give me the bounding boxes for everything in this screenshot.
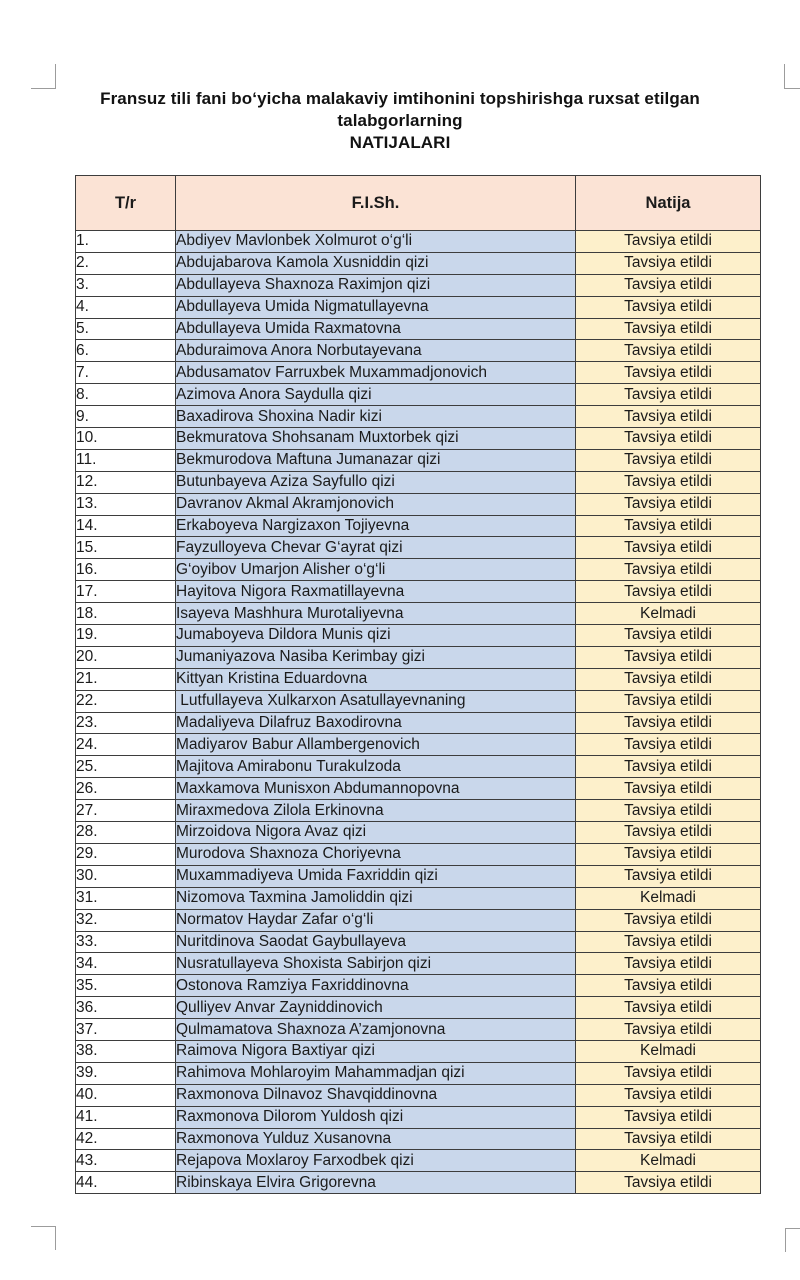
row-number: 13. [76,493,176,515]
row-number: 7. [76,362,176,384]
table-row [76,1084,761,1106]
row-number: 8. [76,384,176,406]
table-row [76,756,761,778]
row-result: Tavsiya etildi [576,822,761,844]
results-table-body [76,231,761,1194]
row-name: Abduraimova Anora Norbutayevana [176,340,576,362]
row-result: Kelmadi [576,1150,761,1172]
table-row [76,909,761,931]
row-number: 6. [76,340,176,362]
row-number: 30. [76,865,176,887]
row-name: Kittyan Kristina Eduardovna [176,668,576,690]
row-result: Tavsiya etildi [576,953,761,975]
row-number: 22. [76,690,176,712]
table-row [76,318,761,340]
table-row [76,1150,761,1172]
row-name: G‘oyibov Umarjon Alisher o‘g‘li [176,559,576,581]
table-row [76,800,761,822]
row-name: Isayeva Mashhura Murotaliyevna [176,603,576,625]
table-row [76,1040,761,1062]
table-row [76,428,761,450]
table-row [76,1019,761,1041]
row-result: Tavsiya etildi [576,865,761,887]
row-number: 27. [76,800,176,822]
row-number: 16. [76,559,176,581]
row-result: Tavsiya etildi [576,778,761,800]
table-row [76,559,761,581]
corner-mark-bottom-right [785,1228,800,1252]
row-number: 33. [76,931,176,953]
row-number: 25. [76,756,176,778]
row-name: Azimova Anora Saydulla qizi [176,384,576,406]
results-table [75,175,761,1194]
row-name: Normatov Haydar Zafar o‘g‘li [176,909,576,931]
row-number: 23. [76,712,176,734]
row-result: Tavsiya etildi [576,449,761,471]
table-row [76,931,761,953]
row-result: Tavsiya etildi [576,800,761,822]
row-name: Abdullayeva Umida Nigmatullayevna [176,296,576,318]
row-name: Baxadirova Shoxina Nadir kizi [176,406,576,428]
table-row [76,625,761,647]
row-result: Tavsiya etildi [576,252,761,274]
row-result: Tavsiya etildi [576,1172,761,1194]
row-result: Tavsiya etildi [576,274,761,296]
row-name: Qulliyev Anvar Zayniddinovich [176,997,576,1019]
row-result: Tavsiya etildi [576,318,761,340]
row-name: Raimova Nigora Baxtiyar qizi [176,1040,576,1062]
table-row [76,406,761,428]
row-number: 37. [76,1019,176,1041]
row-number: 26. [76,778,176,800]
row-name: Muxammadiyeva Umida Faxriddin qizi [176,865,576,887]
table-row [76,1106,761,1128]
table-row [76,362,761,384]
row-number: 36. [76,997,176,1019]
row-result: Tavsiya etildi [576,581,761,603]
row-result: Tavsiya etildi [576,756,761,778]
row-name: Nusratullayeva Shoxista Sabirjon qizi [176,953,576,975]
corner-mark-top-left [31,64,56,89]
row-result: Tavsiya etildi [576,1128,761,1150]
row-result: Tavsiya etildi [576,493,761,515]
row-number: 17. [76,581,176,603]
row-name: Raxmonova Dilnavoz Shavqiddinovna [176,1084,576,1106]
table-row [76,296,761,318]
row-name: Raxmonova Yulduz Xusanovna [176,1128,576,1150]
row-number: 12. [76,471,176,493]
row-name: Bekmuratova Shohsanam Muxtorbek qizi [176,428,576,450]
results-table-header [76,176,761,231]
table-row [76,515,761,537]
row-result: Tavsiya etildi [576,1062,761,1084]
table-row [76,865,761,887]
row-result: Tavsiya etildi [576,428,761,450]
table-row [76,843,761,865]
header-name: F.I.Sh. [176,176,576,231]
row-number: 11. [76,449,176,471]
table-row [76,274,761,296]
row-result: Tavsiya etildi [576,231,761,253]
row-name: Qulmamatova Shaxnoza A’zamjonovna [176,1019,576,1041]
row-name: Erkaboyeva Nargizaxon Tojiyevna [176,515,576,537]
row-name: Butunbayeva Aziza Sayfullo qizi [176,471,576,493]
row-name: Hayitova Nigora Raxmatillayevna [176,581,576,603]
row-number: 29. [76,843,176,865]
row-number: 31. [76,887,176,909]
row-result: Tavsiya etildi [576,471,761,493]
table-row [76,252,761,274]
row-name: Ostonova Ramziya Faxriddinovna [176,975,576,997]
row-name: Nizomova Taxmina Jamoliddin qizi [176,887,576,909]
row-number: 21. [76,668,176,690]
table-row [76,231,761,253]
row-number: 28. [76,822,176,844]
row-name: Murodova Shaxnoza Choriyevna [176,843,576,865]
row-result: Tavsiya etildi [576,1106,761,1128]
row-number: 14. [76,515,176,537]
row-number: 18. [76,603,176,625]
table-row [76,975,761,997]
row-name: Nuritdinova Saodat Gaybullayeva [176,931,576,953]
row-number: 2. [76,252,176,274]
row-result: Tavsiya etildi [576,975,761,997]
row-result: Tavsiya etildi [576,997,761,1019]
row-result: Tavsiya etildi [576,690,761,712]
row-number: 40. [76,1084,176,1106]
row-name: Rejapova Moxlaroy Farxodbek qizi [176,1150,576,1172]
row-name: Rahimova Mohlaroyim Mahammadjan qizi [176,1062,576,1084]
row-name: Abdullayeva Shaxnoza Raximjon qizi [176,274,576,296]
row-result: Tavsiya etildi [576,668,761,690]
row-result: Tavsiya etildi [576,646,761,668]
table-row [76,471,761,493]
header-number: T/r [76,176,176,231]
table-row [76,887,761,909]
row-name: Mirzoidova Nigora Avaz qizi [176,822,576,844]
row-result: Tavsiya etildi [576,1019,761,1041]
row-name: Lutfullayeva Xulkarxon Asatullayevnaning [176,690,576,712]
page-title-line2: talabgorlarning [337,111,463,130]
table-row [76,734,761,756]
table-row [76,997,761,1019]
row-result: Tavsiya etildi [576,1084,761,1106]
row-number: 35. [76,975,176,997]
row-number: 39. [76,1062,176,1084]
row-number: 24. [76,734,176,756]
page-title-line3: NATIJALARI [349,133,451,152]
row-number: 44. [76,1172,176,1194]
row-number: 19. [76,625,176,647]
page-title-line1: Fransuz tili fani bo‘yicha malakaviy imtihonini topshirishga ruxsat etilgan [100,89,700,108]
table-row [76,537,761,559]
row-number: 4. [76,296,176,318]
table-row [76,1172,761,1194]
row-number: 3. [76,274,176,296]
table-row [76,712,761,734]
table-row [76,953,761,975]
row-name: Abdujabarova Kamola Xusniddin qizi [176,252,576,274]
row-result: Tavsiya etildi [576,712,761,734]
row-name: Abdiyev Mavlonbek Xolmurot o‘g‘li [176,231,576,253]
row-result: Kelmadi [576,887,761,909]
row-result: Tavsiya etildi [576,625,761,647]
row-result: Kelmadi [576,603,761,625]
row-number: 20. [76,646,176,668]
row-number: 38. [76,1040,176,1062]
table-row [76,493,761,515]
row-name: Maxkamova Munisxon Abdumannopovna [176,778,576,800]
row-name: Majitova Amirabonu Turakulzoda [176,756,576,778]
row-name: Fayzulloyeva Chevar G‘ayrat qizi [176,537,576,559]
row-name: Madiyarov Babur Allambergenovich [176,734,576,756]
table-row [76,690,761,712]
row-name: Bekmurodova Maftuna Jumanazar qizi [176,449,576,471]
table-row [76,449,761,471]
row-number: 15. [76,537,176,559]
row-name: Abdusamatov Farruxbek Muxammadjonovich [176,362,576,384]
row-name: Jumaniyazova Nasiba Kerimbay gizi [176,646,576,668]
row-result: Tavsiya etildi [576,843,761,865]
header-result: Natija [576,176,761,231]
row-result: Tavsiya etildi [576,406,761,428]
row-result: Tavsiya etildi [576,909,761,931]
header-row [76,176,761,231]
row-number: 1. [76,231,176,253]
row-result: Tavsiya etildi [576,537,761,559]
row-name: Ribinskaya Elvira Grigorevna [176,1172,576,1194]
table-row [76,1062,761,1084]
row-result: Tavsiya etildi [576,384,761,406]
row-result: Tavsiya etildi [576,734,761,756]
table-row [76,1128,761,1150]
table-row [76,581,761,603]
corner-mark-top-right [784,64,800,89]
row-result: Tavsiya etildi [576,296,761,318]
row-result: Tavsiya etildi [576,340,761,362]
table-row [76,646,761,668]
row-name: Abdullayeva Umida Raxmatovna [176,318,576,340]
row-result: Tavsiya etildi [576,931,761,953]
page-title [70,88,730,154]
table-row [76,668,761,690]
row-name: Miraxmedova Zilola Erkinovna [176,800,576,822]
row-number: 32. [76,909,176,931]
table-row [76,340,761,362]
row-name: Raxmonova Dilorom Yuldosh qizi [176,1106,576,1128]
table-row [76,603,761,625]
row-number: 5. [76,318,176,340]
row-name: Madaliyeva Dilafruz Baxodirovna [176,712,576,734]
row-result: Tavsiya etildi [576,362,761,384]
row-number: 42. [76,1128,176,1150]
row-number: 9. [76,406,176,428]
row-number: 43. [76,1150,176,1172]
row-number: 10. [76,428,176,450]
row-result: Tavsiya etildi [576,515,761,537]
corner-mark-bottom-left [31,1226,56,1250]
table-row [76,384,761,406]
table-row [76,778,761,800]
row-number: 34. [76,953,176,975]
row-name: Davranov Akmal Akramjonovich [176,493,576,515]
row-name: Jumaboyeva Dildora Munis qizi [176,625,576,647]
row-result: Kelmadi [576,1040,761,1062]
row-result: Tavsiya etildi [576,559,761,581]
table-row [76,822,761,844]
row-number: 41. [76,1106,176,1128]
